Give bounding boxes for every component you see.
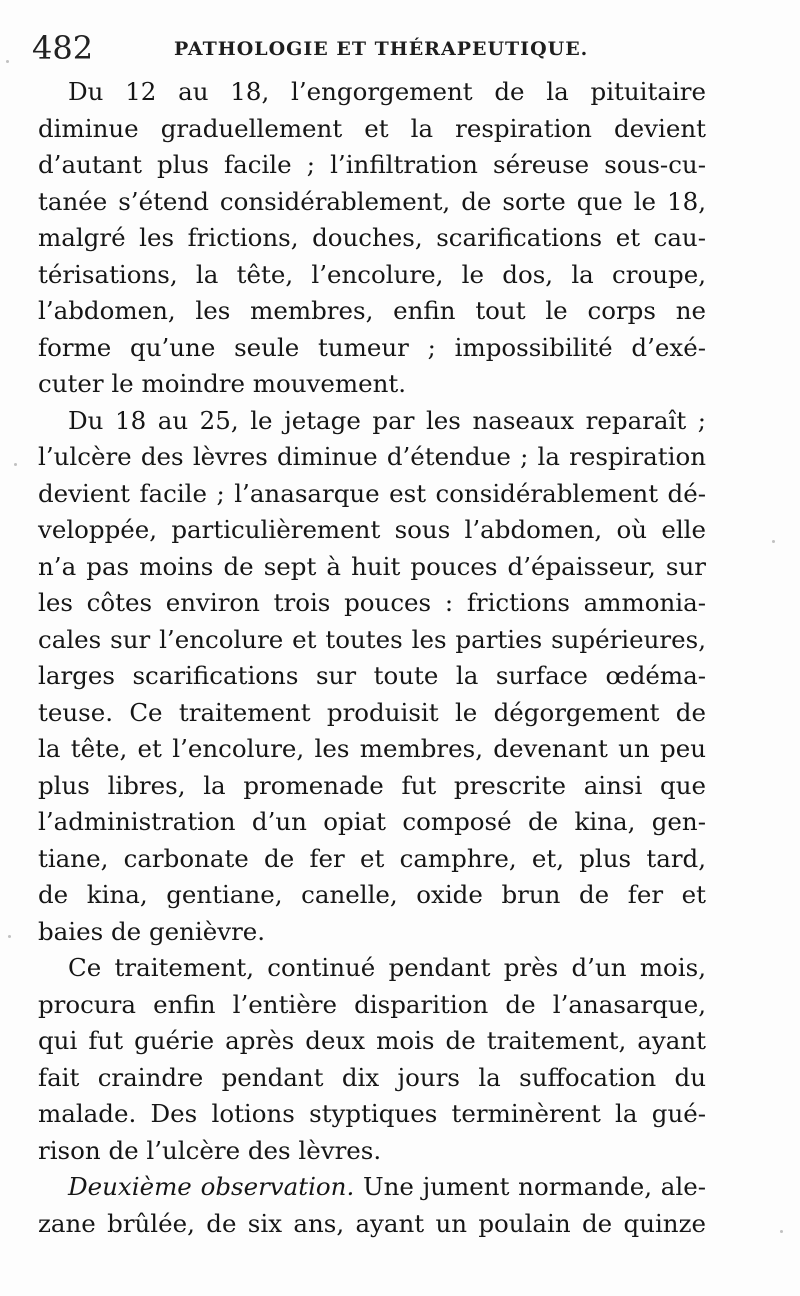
paper-speck: [6, 60, 9, 63]
text-line: cuter le moindre mouvement.: [38, 369, 406, 398]
text-line: qui fut guérie après deux mois de traitement, ayant: [38, 1026, 706, 1055]
paper-speck: [8, 935, 11, 938]
running-head: PATHOLOGIE ET THÉRAPEUTIQUE.: [174, 38, 589, 60]
text-line: l’abdomen, les membres, enfin tout le corps ne: [38, 296, 706, 325]
text-line: baies de genièvre.: [38, 916, 266, 946]
text-line: de kina, gentiane, canelle, oxide brun de fer et: [38, 880, 706, 909]
text-line: Du 18 au 25, le jetage par les naseaux reparaît ;: [68, 405, 706, 435]
paper-speck: [14, 463, 17, 466]
text-line: la tête, et l’encolure, les membres, devenant un peu: [38, 734, 706, 763]
text-line: térisations, la tête, l’encolure, le dos, la croupe,: [38, 259, 706, 289]
text-line: zane brûlée, de six ans, ayant un poulain de quinze: [38, 1208, 706, 1238]
text-line: forme qu’une seule tumeur ; impossibilité d’exé-: [38, 332, 706, 362]
text-line: tiane, carbonate de fer et camphre, et, plus tard,: [38, 843, 706, 873]
text-line: Du 12 au 18, l’engorgement de la pituitaire: [68, 77, 706, 106]
text-line: l’ulcère des lèvres diminue d’étendue ; la respiration: [38, 442, 706, 471]
text-line: les côtes environ trois pouces : frictions ammonia-: [38, 588, 706, 617]
text-line: devient facile ; l’anasarque est considérablement dé-: [38, 478, 706, 508]
text-line: d’autant plus facile ; l’infiltration séreuse sous-cu-: [38, 150, 706, 179]
text-line: cales sur l’encolure et toutes les parties supérieures,: [38, 624, 706, 654]
text-line: tanée s’étend considérablement, de sorte que le 18,: [38, 186, 706, 216]
text-line: Ce traitement, continué pendant près d’un mois,: [68, 953, 706, 982]
italic-lead: Deuxième observation.: [68, 1172, 355, 1201]
text-line: procura enfin l’entière disparition de l’anasarque,: [38, 989, 706, 1019]
text-line: plus libres, la promenade fut prescrite ainsi que: [38, 770, 706, 800]
text-line: l’administration d’un opiat composé de kina, gen-: [38, 807, 706, 836]
page-number: 482: [32, 29, 94, 67]
text-line-italic-lead: [38, 1169, 706, 1206]
text-line-rest: Une jument normande, ale-: [363, 1172, 706, 1201]
text-line: malgré les frictions, douches, scarifications et cau-: [38, 223, 706, 252]
paper-speck: [772, 540, 775, 543]
text-line: larges scarifications sur toute la surface œdéma-: [38, 661, 706, 690]
text-line: rison de l’ulcère des lèvres.: [38, 1135, 382, 1165]
page-header: [32, 28, 772, 68]
paper-speck: [780, 1230, 783, 1233]
text-line: n’a pas moins de sept à huit pouces d’épaisseur, sur: [38, 551, 706, 581]
text-line: malade. Des lotions styptiques terminèrent la gué-: [38, 1099, 706, 1128]
text-line: veloppée, particulièrement sous l’abdomen, où elle: [38, 515, 706, 544]
text-line: diminue graduellement et la respiration devient: [38, 113, 706, 143]
text-line: teuse. Ce traitement produisit le dégorgement de: [38, 697, 706, 727]
body-text: [38, 74, 706, 1242]
text-line: fait craindre pendant dix jours la suffocation du: [38, 1062, 706, 1092]
